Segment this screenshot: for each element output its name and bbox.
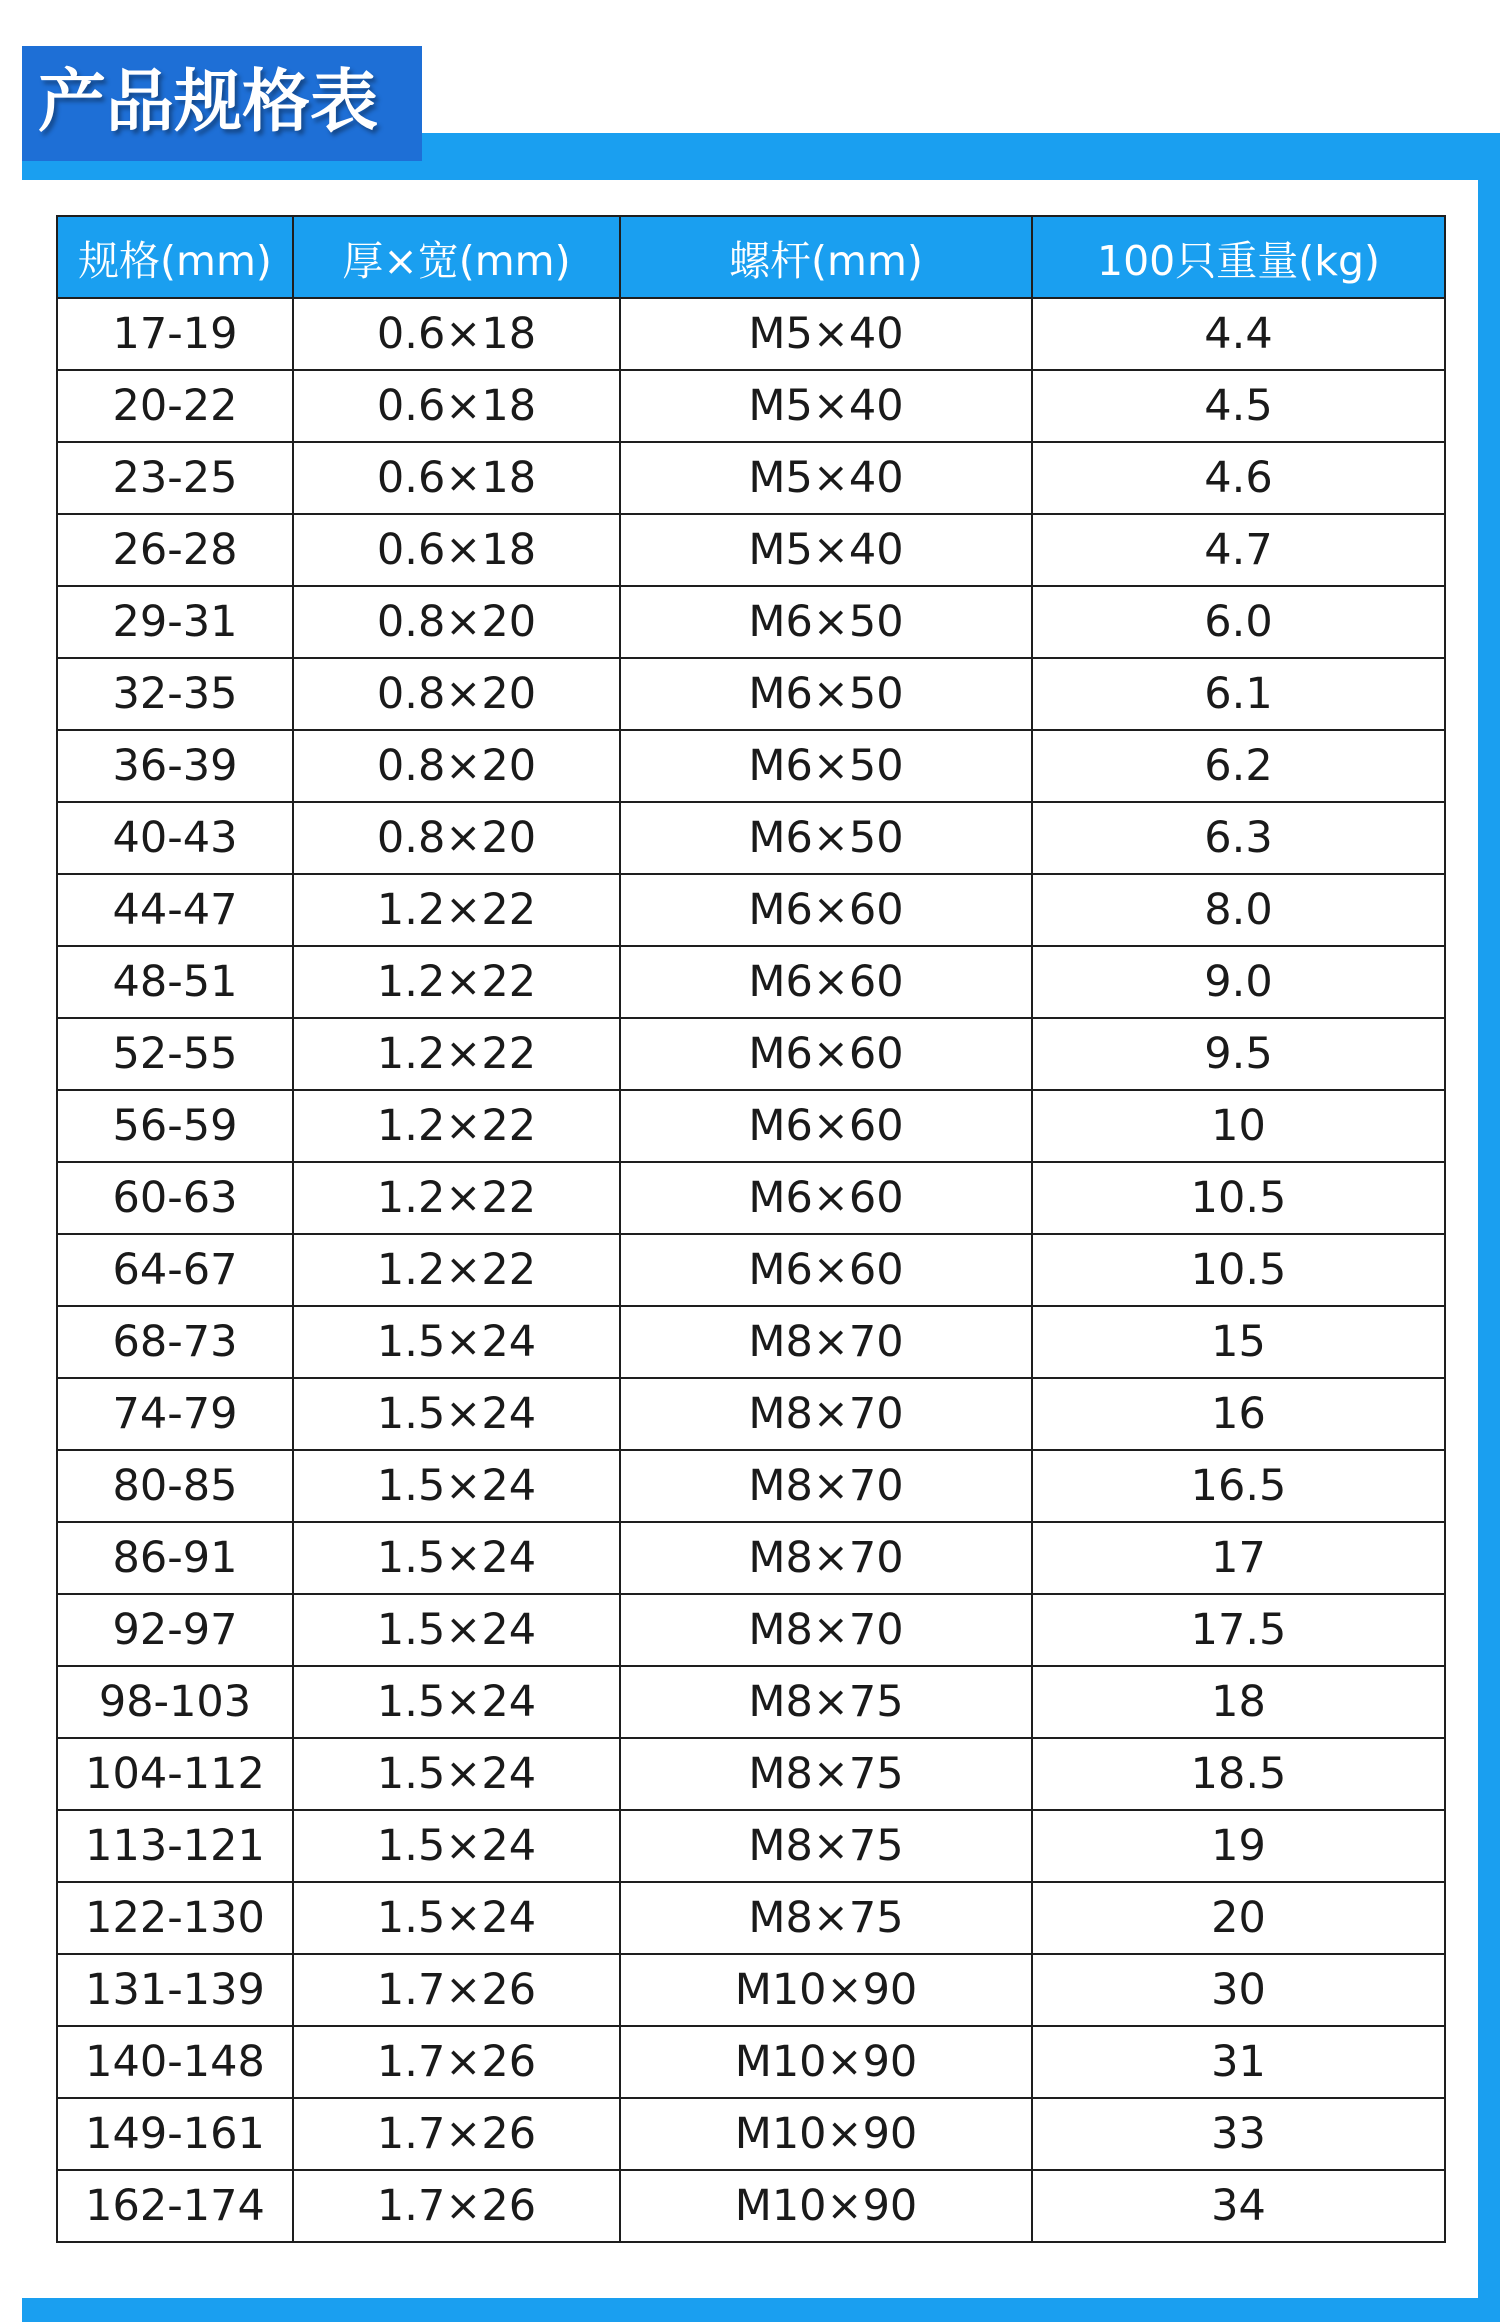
cell-spec: 68-73 — [57, 1306, 293, 1378]
spec-table — [56, 215, 1446, 2243]
cell-weight: 10.5 — [1032, 1234, 1445, 1306]
cell-thickness-width: 1.5×24 — [293, 1882, 620, 1954]
cell-thickness-width: 1.7×26 — [293, 2170, 620, 2242]
cell-thickness-width: 0.8×20 — [293, 802, 620, 874]
cell-weight: 19 — [1032, 1810, 1445, 1882]
cell-weight: 8.0 — [1032, 874, 1445, 946]
cell-weight: 15 — [1032, 1306, 1445, 1378]
cell-weight: 6.0 — [1032, 586, 1445, 658]
cell-thickness-width: 1.5×24 — [293, 1810, 620, 1882]
cell-screw: M6×60 — [620, 1090, 1032, 1162]
cell-spec: 29-31 — [57, 586, 293, 658]
cell-screw: M10×90 — [620, 1954, 1032, 2026]
table-row — [57, 874, 1445, 946]
cell-weight: 4.5 — [1032, 370, 1445, 442]
cell-spec: 74-79 — [57, 1378, 293, 1450]
cell-spec: 162-174 — [57, 2170, 293, 2242]
table-row — [57, 514, 1445, 586]
cell-screw: M8×70 — [620, 1378, 1032, 1450]
table-row — [57, 1666, 1445, 1738]
cell-spec: 122-130 — [57, 1882, 293, 1954]
cell-spec: 56-59 — [57, 1090, 293, 1162]
cell-screw: M6×60 — [620, 1234, 1032, 1306]
table-row — [57, 2026, 1445, 2098]
cell-spec: 140-148 — [57, 2026, 293, 2098]
cell-screw: M6×60 — [620, 1018, 1032, 1090]
header-row — [57, 216, 1445, 298]
cell-weight: 4.7 — [1032, 514, 1445, 586]
cell-screw: M6×50 — [620, 730, 1032, 802]
cell-weight: 31 — [1032, 2026, 1445, 2098]
cell-weight: 17.5 — [1032, 1594, 1445, 1666]
cell-weight: 30 — [1032, 1954, 1445, 2026]
cell-thickness-width: 1.7×26 — [293, 2026, 620, 2098]
cell-screw: M6×60 — [620, 1162, 1032, 1234]
table-row — [57, 802, 1445, 874]
cell-screw: M6×60 — [620, 874, 1032, 946]
cell-thickness-width: 1.2×22 — [293, 946, 620, 1018]
cell-thickness-width: 0.8×20 — [293, 586, 620, 658]
table-row — [57, 370, 1445, 442]
cell-thickness-width: 1.5×24 — [293, 1666, 620, 1738]
cell-thickness-width: 1.7×26 — [293, 2098, 620, 2170]
cell-spec: 40-43 — [57, 802, 293, 874]
cell-thickness-width: 0.8×20 — [293, 730, 620, 802]
cell-thickness-width: 1.2×22 — [293, 1018, 620, 1090]
table-row — [57, 1594, 1445, 1666]
cell-screw: M6×50 — [620, 658, 1032, 730]
table-row — [57, 298, 1445, 370]
table-row — [57, 1810, 1445, 1882]
cell-spec: 48-51 — [57, 946, 293, 1018]
cell-thickness-width: 1.2×22 — [293, 1234, 620, 1306]
cell-weight: 10.5 — [1032, 1162, 1445, 1234]
cell-weight: 6.2 — [1032, 730, 1445, 802]
cell-weight: 33 — [1032, 2098, 1445, 2170]
table-row — [57, 1162, 1445, 1234]
cell-thickness-width: 1.5×24 — [293, 1378, 620, 1450]
cell-weight: 17 — [1032, 1522, 1445, 1594]
cell-spec: 80-85 — [57, 1450, 293, 1522]
cell-weight: 16 — [1032, 1378, 1445, 1450]
cell-weight: 10 — [1032, 1090, 1445, 1162]
cell-spec: 149-161 — [57, 2098, 293, 2170]
cell-thickness-width: 1.5×24 — [293, 1594, 620, 1666]
cell-spec: 131-139 — [57, 1954, 293, 2026]
cell-screw: M5×40 — [620, 370, 1032, 442]
cell-weight: 9.0 — [1032, 946, 1445, 1018]
header-thickness-width: 厚×宽(mm) — [293, 216, 620, 298]
cell-screw: M5×40 — [620, 442, 1032, 514]
cell-weight: 6.3 — [1032, 802, 1445, 874]
cell-spec: 60-63 — [57, 1162, 293, 1234]
cell-thickness-width: 0.6×18 — [293, 370, 620, 442]
cell-screw: M8×70 — [620, 1450, 1032, 1522]
cell-thickness-width: 0.6×18 — [293, 442, 620, 514]
header-weight: 100只重量(kg) — [1032, 216, 1445, 298]
cell-spec: 98-103 — [57, 1666, 293, 1738]
header-screw: 螺杆(mm) — [620, 216, 1032, 298]
cell-thickness-width: 0.6×18 — [293, 514, 620, 586]
cell-thickness-width: 1.5×24 — [293, 1450, 620, 1522]
table-row — [57, 1090, 1445, 1162]
cell-screw: M8×70 — [620, 1306, 1032, 1378]
cell-screw: M5×40 — [620, 298, 1032, 370]
cell-screw: M10×90 — [620, 2026, 1032, 2098]
cell-spec: 20-22 — [57, 370, 293, 442]
cell-thickness-width: 1.2×22 — [293, 874, 620, 946]
cell-spec: 32-35 — [57, 658, 293, 730]
cell-thickness-width: 1.7×26 — [293, 1954, 620, 2026]
cell-spec: 52-55 — [57, 1018, 293, 1090]
table-row — [57, 442, 1445, 514]
table-row — [57, 1234, 1445, 1306]
table-row — [57, 946, 1445, 1018]
cell-weight: 34 — [1032, 2170, 1445, 2242]
cell-spec: 113-121 — [57, 1810, 293, 1882]
cell-screw: M5×40 — [620, 514, 1032, 586]
cell-thickness-width: 1.5×24 — [293, 1522, 620, 1594]
cell-thickness-width: 1.2×22 — [293, 1090, 620, 1162]
cell-spec: 26-28 — [57, 514, 293, 586]
cell-screw: M6×50 — [620, 802, 1032, 874]
cell-screw: M8×75 — [620, 1882, 1032, 1954]
cell-spec: 23-25 — [57, 442, 293, 514]
cell-thickness-width: 0.8×20 — [293, 658, 620, 730]
table-row — [57, 586, 1445, 658]
cell-screw: M8×75 — [620, 1810, 1032, 1882]
page-title: 产品规格表 — [38, 63, 379, 142]
cell-weight: 4.4 — [1032, 298, 1445, 370]
cell-spec: 64-67 — [57, 1234, 293, 1306]
table-row — [57, 730, 1445, 802]
table-row — [57, 1522, 1445, 1594]
cell-spec: 86-91 — [57, 1522, 293, 1594]
cell-thickness-width: 0.6×18 — [293, 298, 620, 370]
cell-spec: 44-47 — [57, 874, 293, 946]
cell-spec: 36-39 — [57, 730, 293, 802]
cell-spec: 92-97 — [57, 1594, 293, 1666]
table-row — [57, 2170, 1445, 2242]
cell-weight: 20 — [1032, 1882, 1445, 1954]
table-row — [57, 658, 1445, 730]
cell-thickness-width: 1.2×22 — [293, 1162, 620, 1234]
cell-weight: 9.5 — [1032, 1018, 1445, 1090]
cell-screw: M8×75 — [620, 1738, 1032, 1810]
cell-thickness-width: 1.5×24 — [293, 1738, 620, 1810]
cell-weight: 16.5 — [1032, 1450, 1445, 1522]
cell-weight: 4.6 — [1032, 442, 1445, 514]
cell-spec: 17-19 — [57, 298, 293, 370]
cell-weight: 18.5 — [1032, 1738, 1445, 1810]
cell-screw: M10×90 — [620, 2098, 1032, 2170]
cell-screw: M6×60 — [620, 946, 1032, 1018]
cell-thickness-width: 1.5×24 — [293, 1306, 620, 1378]
cell-weight: 18 — [1032, 1666, 1445, 1738]
table-row — [57, 1018, 1445, 1090]
cell-screw: M8×70 — [620, 1594, 1032, 1666]
table-row — [57, 1738, 1445, 1810]
cell-screw: M10×90 — [620, 2170, 1032, 2242]
table-row — [57, 1306, 1445, 1378]
table-row — [57, 1378, 1445, 1450]
cell-screw: M8×70 — [620, 1522, 1032, 1594]
table-row — [57, 1450, 1445, 1522]
cell-screw: M8×75 — [620, 1666, 1032, 1738]
cell-spec: 104-112 — [57, 1738, 293, 1810]
table-row — [57, 1954, 1445, 2026]
header-spec: 规格(mm) — [57, 216, 293, 298]
cell-screw: M6×50 — [620, 586, 1032, 658]
table-row — [57, 1882, 1445, 1954]
cell-weight: 6.1 — [1032, 658, 1445, 730]
table-row — [57, 2098, 1445, 2170]
